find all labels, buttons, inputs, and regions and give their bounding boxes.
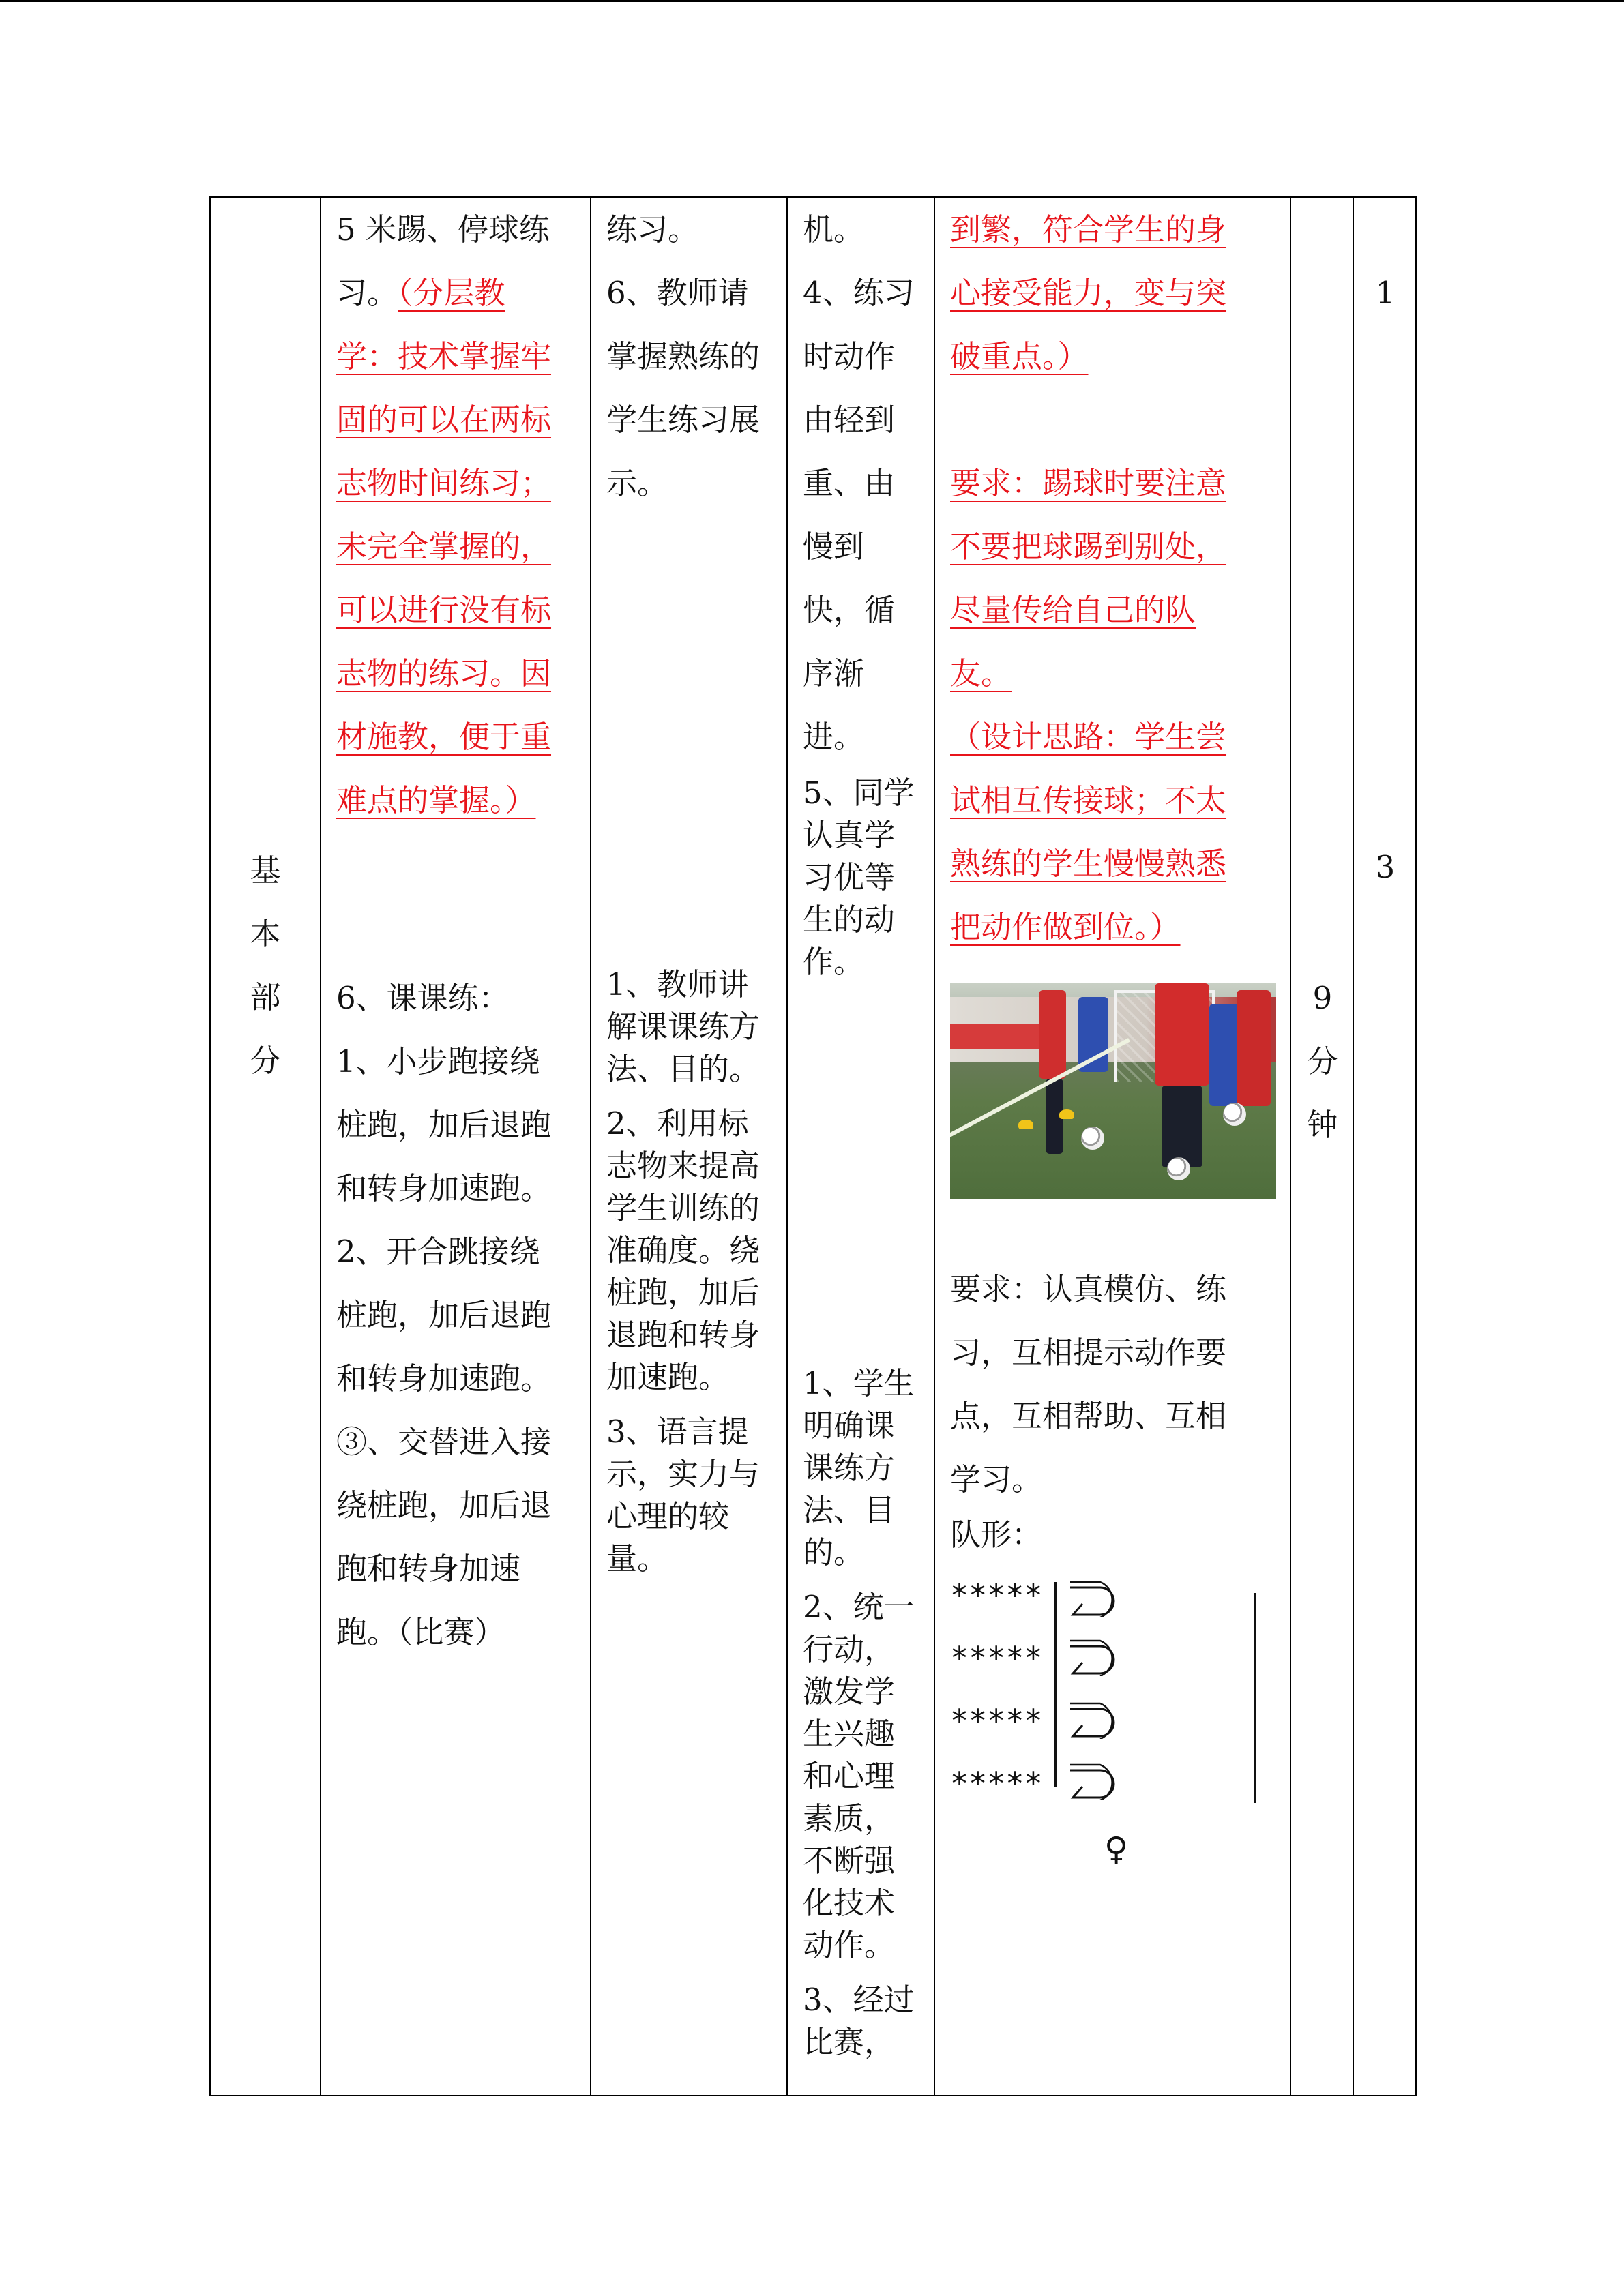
content-red-line: 难点的掌握。）: [336, 782, 536, 818]
student-line: 2、统一: [803, 1589, 915, 1625]
photo-ball: [1081, 1127, 1104, 1150]
student-line: 动作。: [803, 1927, 896, 1963]
student-line: 1、学生: [803, 1365, 915, 1401]
content-line: 和转身加速跑。: [336, 1360, 552, 1397]
org-red-line: 试相互传接球；不太: [950, 782, 1227, 818]
content-line: 1、小步跑接绕: [336, 1043, 540, 1079]
teacher-line: 练习。: [606, 211, 699, 248]
content-red-line: 材施教，便于重: [336, 719, 552, 755]
student-line: 认真学: [803, 817, 896, 853]
photo-cone: [1059, 1109, 1074, 1119]
student-line: 激发学: [803, 1673, 896, 1710]
student-line: 5、同学: [803, 775, 915, 811]
teacher-line: 学生训练的: [606, 1190, 761, 1226]
section-label-char: 基: [250, 852, 281, 889]
student-line: 快，循: [803, 592, 896, 628]
student-line: 重、由: [803, 465, 896, 501]
formation-row: *****: [950, 1577, 1043, 1613]
content-line: 绕桩跑，加后退: [336, 1487, 552, 1523]
lesson-plan-table: [209, 196, 1417, 2096]
student-line: 生兴趣: [803, 1716, 896, 1752]
content-line: 桩跑，加后退跑: [336, 1297, 552, 1333]
teacher-line: 解课课练方: [606, 1009, 761, 1045]
org-red-line: 尽量传给自己的队: [950, 592, 1196, 628]
formation-end-line: [1254, 1593, 1256, 1803]
student-line: 化技术: [803, 1885, 896, 1921]
formation-label: 队形：: [950, 1517, 1043, 1553]
student-line: 明确课: [803, 1407, 896, 1444]
org-line: 点，互相帮助、互相: [950, 1398, 1227, 1434]
student-line: 生的动: [803, 901, 896, 938]
content-line: ③、交替进入接: [336, 1424, 552, 1460]
teacher-line: 学生练习展: [606, 402, 761, 438]
count-cell: [1353, 197, 1416, 2096]
content-line: 桩跑，加后退跑: [336, 1107, 552, 1143]
count-value: 1: [1375, 275, 1396, 311]
org-red-line: 把动作做到位。）: [950, 909, 1181, 945]
student-line: 法、目: [803, 1492, 896, 1528]
student-line: 3、经过: [803, 1982, 915, 2018]
student-line: 作。: [803, 944, 865, 980]
student-line: 素质，: [803, 1800, 896, 1836]
teacher-line: 2、利用标: [606, 1105, 749, 1142]
org-red-line: 要求：踢球时要注意: [950, 465, 1227, 501]
photo-ball: [1223, 1103, 1246, 1126]
student-line: 行动，: [803, 1631, 896, 1667]
org-red-line: 破重点。）: [950, 338, 1089, 374]
org-red-line: 友。: [950, 655, 1012, 691]
student-line: 进。: [803, 719, 865, 755]
content-red-text: （分层教: [398, 275, 505, 311]
org-red-line: 不要把球踢到别处，: [950, 528, 1227, 565]
student-line: 4、练习: [803, 275, 915, 311]
content-line: 5 米踢、停球练: [336, 211, 550, 248]
content-red-line: 未完全掌握的，: [336, 528, 552, 565]
photo-cone: [1018, 1120, 1033, 1129]
org-line: 学习。: [950, 1461, 1043, 1497]
time-char: 钟: [1307, 1107, 1338, 1143]
count-value: 3: [1375, 849, 1396, 885]
student-line: 慢到: [803, 528, 865, 565]
org-red-line: 心接受能力，变与突: [950, 275, 1227, 311]
content-line: 跑。（比赛）: [336, 1614, 505, 1650]
teacher-activity-cell: [591, 197, 787, 2096]
student-line: 不断强: [803, 1843, 896, 1879]
teacher-line: 量。: [606, 1540, 668, 1577]
u-turn-arrow-icon: [1066, 1701, 1121, 1739]
content-text: 习。: [336, 275, 398, 311]
content-line: [336, 261, 505, 325]
photo-player: [1237, 990, 1271, 1106]
formation-start-line: [1054, 1582, 1057, 1787]
time-char: 9: [1312, 980, 1333, 1016]
photo-player: [1039, 990, 1066, 1079]
student-line: 比赛，: [803, 2024, 896, 2060]
u-turn-arrow-icon: [1066, 1579, 1121, 1617]
teacher-line: 1、教师讲: [606, 966, 749, 1002]
formation-row: *****: [950, 1640, 1043, 1676]
photo-banner: [950, 1024, 1052, 1049]
content-line: 和转身加速跑。: [336, 1170, 552, 1206]
photo-player: [1209, 1004, 1240, 1106]
teacher-line: 志物来提高: [606, 1148, 761, 1184]
section-cell: [210, 197, 321, 2096]
content-red-line: 固的可以在两标: [336, 402, 552, 438]
teacher-line: 桩跑，加后: [606, 1274, 761, 1311]
practice-photo: [950, 983, 1276, 1199]
content-red-line: 学：技术掌握牢: [336, 338, 552, 374]
teacher-line: 法、目的。: [606, 1051, 761, 1087]
u-turn-arrow-icon: [1066, 1762, 1121, 1800]
teacher-position-icon: ♀: [1104, 1830, 1129, 1868]
student-line: 的。: [803, 1534, 865, 1570]
student-line: 习优等: [803, 859, 896, 895]
content-cell: [321, 197, 591, 2096]
teacher-line: 3、语言提: [606, 1414, 749, 1450]
teacher-line: 示，实力与: [606, 1456, 761, 1492]
student-activity-cell: [787, 197, 934, 2096]
org-red-line: （设计思路：学生尝: [950, 719, 1227, 755]
student-line: 和心理: [803, 1758, 896, 1794]
teacher-line: 退跑和转身: [606, 1317, 761, 1353]
content-red-line: 志物时间练习；: [336, 465, 552, 501]
org-line: 要求：认真模仿、练: [950, 1271, 1227, 1307]
formation-row: *****: [950, 1765, 1043, 1802]
photo-player: [1162, 1086, 1202, 1167]
top-border-line: [0, 0, 1624, 2]
student-line: 机。: [803, 211, 865, 248]
u-turn-arrow-icon: [1066, 1638, 1121, 1676]
photo-ball: [1167, 1157, 1190, 1180]
time-cell: [1290, 197, 1353, 2096]
content-line: 6、课课练：: [336, 980, 510, 1016]
content-line: 2、开合跳接绕: [336, 1234, 540, 1270]
student-line: 序渐: [803, 655, 865, 691]
teacher-line: 示。: [606, 465, 668, 501]
org-red-line: 熟练的学生慢慢熟悉: [950, 846, 1227, 882]
teacher-line: 心理的较: [606, 1498, 730, 1534]
content-red-line: 志物的练习。因: [336, 655, 552, 691]
teacher-line: 加速跑。: [606, 1359, 730, 1395]
org-line: 习，互相提示动作要: [950, 1335, 1227, 1371]
org-red-line: 到繁，符合学生的身: [950, 211, 1227, 248]
content-red-line: 可以进行没有标: [336, 592, 552, 628]
teacher-line: 6、教师请: [606, 275, 749, 311]
teacher-line: 准确度。绕: [606, 1232, 761, 1268]
student-line: 由轻到: [803, 402, 896, 438]
section-label-char: 部: [250, 979, 281, 1015]
formation-row: *****: [950, 1703, 1043, 1739]
organization-cell: [934, 197, 1290, 2096]
student-line: 时动作: [803, 338, 896, 374]
photo-player: [1155, 983, 1209, 1086]
section-label-char: 分: [250, 1043, 281, 1079]
time-char: 分: [1307, 1043, 1338, 1079]
teacher-line: 掌握熟练的: [606, 338, 761, 374]
student-line: 课练方: [803, 1450, 896, 1486]
content-line: 跑和转身加速: [336, 1551, 521, 1587]
section-label-char: 本: [250, 916, 281, 952]
